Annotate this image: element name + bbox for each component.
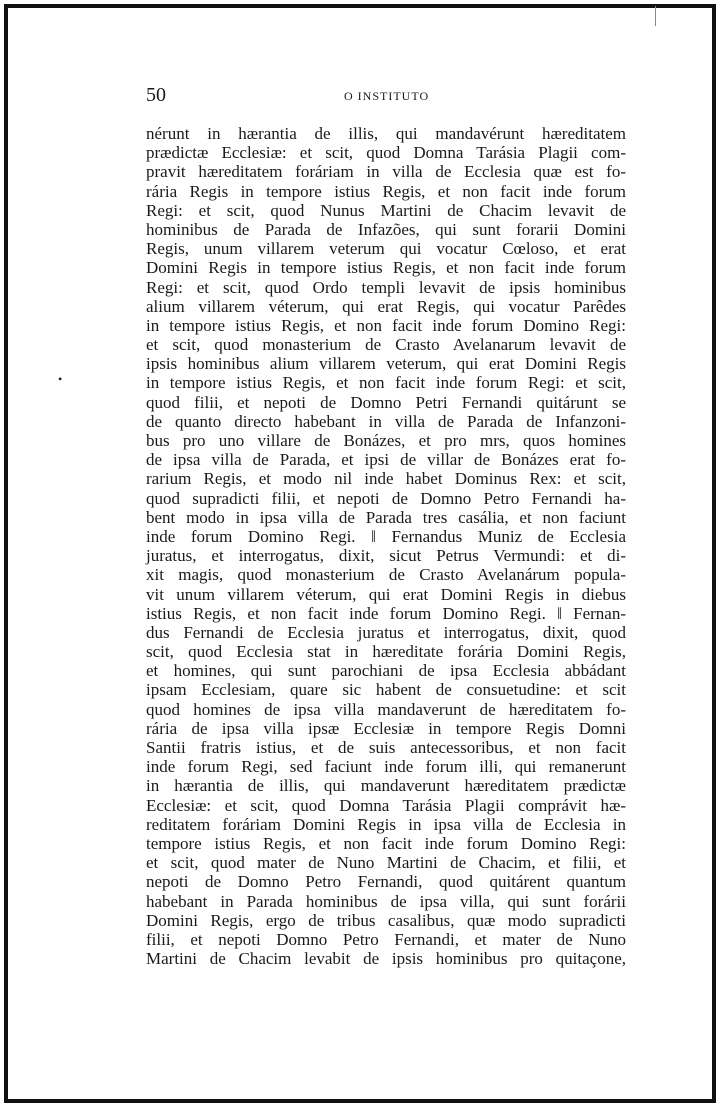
text-line: et scit, quod mater de Nuno Martini de Chacim, et filii, et: [146, 853, 626, 873]
text-line: xit magis, quod monasterium de Crasto Avelanárum popula-: [146, 565, 626, 585]
text-line: habebant in Parada hominibus de ipsa villa, qui sunt forárii: [146, 891, 626, 911]
text-line: bent modo in ipsa villa de Parada tres casália, et non faciunt: [146, 507, 626, 527]
text-line: vit unum villarem véterum, qui erat Domini Regis in diebus: [146, 584, 626, 604]
scan-mark: [655, 6, 656, 26]
margin-bullet: •: [58, 372, 63, 386]
page-header: [146, 84, 626, 108]
text-line: hominibus de Parada de Infazões, qui sunt forarii Domini: [146, 219, 626, 239]
text-line: filii, et nepoti Domno Petro Fernandi, et mater de Nuno: [146, 929, 626, 949]
text-line: alium villarem véterum, qui erat Regis, qui vocatur Parêdes: [146, 296, 626, 316]
text-line: in tempore istius Regis, et non facit inde forum Regi: et scit,: [146, 373, 626, 393]
page-number: 50: [146, 84, 166, 106]
text-line: tempore istius Regis, et non facit inde forum Domino Regi:: [146, 833, 626, 853]
text-line: prædictæ Ecclesiæ: et scit, quod Domna Tarásia Plagii com-: [146, 143, 626, 163]
text-line: Regis, unum villarem veterum qui vocatur Cœloso, et erat: [146, 239, 626, 259]
text-line: dus Fernandi de Ecclesia juratus et interrogatus, dixit, quod: [146, 622, 626, 642]
text-line: scit, quod Ecclesia stat in hæreditate forária Domini Regis,: [146, 642, 626, 662]
text-line: in tempore istius Regis, et non facit inde forum Domino Regi:: [146, 315, 626, 335]
text-line: nérunt in hærantia de illis, qui mandavérunt hæreditatem: [146, 124, 626, 143]
text-line: inde forum Domino Regi. ‖ Fernandus Muniz de Ecclesia: [146, 526, 626, 546]
text-line: et homines, qui sunt parochiani de ipsa Ecclesia abbádant: [146, 661, 626, 681]
text-line: de quanto directo habebant in villa de Parada de Infanzoni-: [146, 411, 626, 431]
text-line: reditatem foráriam Domini Regis in ipsa villa de Ecclesia in: [146, 814, 626, 834]
text-line: ipsam Ecclesiam, quare sic habent de consuetudine: et scit: [146, 680, 626, 700]
text-line: pravit hæreditatem foráriam in villa de Ecclesia quæ est fo-: [146, 162, 626, 182]
text-line: Santii fratris istius, et de suis antecessoribus, et non facit: [146, 738, 626, 757]
text-line: Martini de Chacim levabit de ipsis hominibus pro quitaçone,: [146, 949, 626, 969]
text-line: Domini Regis in tempore istius Regis, et non facit inde forum: [146, 258, 626, 278]
text-line: quod filii, et nepoti de Domno Petri Fernandi quitárunt se: [146, 392, 626, 412]
text-line: juratus, et interrogatus, dixit, sicut Petrus Vermundi: et di-: [146, 546, 626, 566]
text-line: de ipsa villa de Parada, et ipsi de villar de Bonázes erat fo-: [146, 450, 626, 470]
text-line: et scit, quod monasterium de Crasto Avelanarum levavit de: [146, 335, 626, 355]
text-line: in hærantia de illis, qui mandaverunt hæreditatem prædictæ: [146, 776, 626, 796]
text-line: Ecclesiæ: et scit, quod Domna Tarásia Plagii comprávit hæ-: [146, 795, 626, 815]
text-line: Domini Regis, ergo de tribus casalibus, quæ modo supradicti: [146, 910, 626, 930]
text-line: nepoti de Domno Petro Fernandi, quod quitárent quantum: [146, 872, 626, 892]
text-line: Regi: et scit, quod Ordo templi levavit de ipsis hominibus: [146, 277, 626, 297]
text-line: inde forum Regi, sed faciunt inde forum illi, qui remanerunt: [146, 757, 626, 777]
text-line: rária Regis in tempore istius Regis, et non facit inde forum: [146, 181, 626, 201]
text-line: bus pro uno villare de Bonázes, et pro mrs, quos homines: [146, 431, 626, 450]
running-head: O INSTITUTO: [344, 89, 430, 103]
text-line: ipsis hominibus alium villarem veterum, qui erat Domini Regis: [146, 354, 626, 374]
text-line: Regi: et scit, quod Nunus Martini de Chacim levavit de: [146, 200, 626, 220]
text-line: rária de ipsa villa ipsæ Ecclesiæ in tempore Regis Domni: [146, 718, 626, 738]
text-line: quod supradicti filii, et nepoti de Domno Petro Fernandi ha-: [146, 488, 626, 508]
text-line: istius Regis, et non facit inde forum Domino Regi. ‖ Fernan-: [146, 603, 626, 623]
text-line: rarium Regis, et modo nil inde habet Dominus Rex: et scit,: [146, 469, 626, 489]
body-text: [146, 124, 626, 968]
text-line: quod homines de ipsa villa mandaverunt de hæreditatem fo-: [146, 699, 626, 719]
